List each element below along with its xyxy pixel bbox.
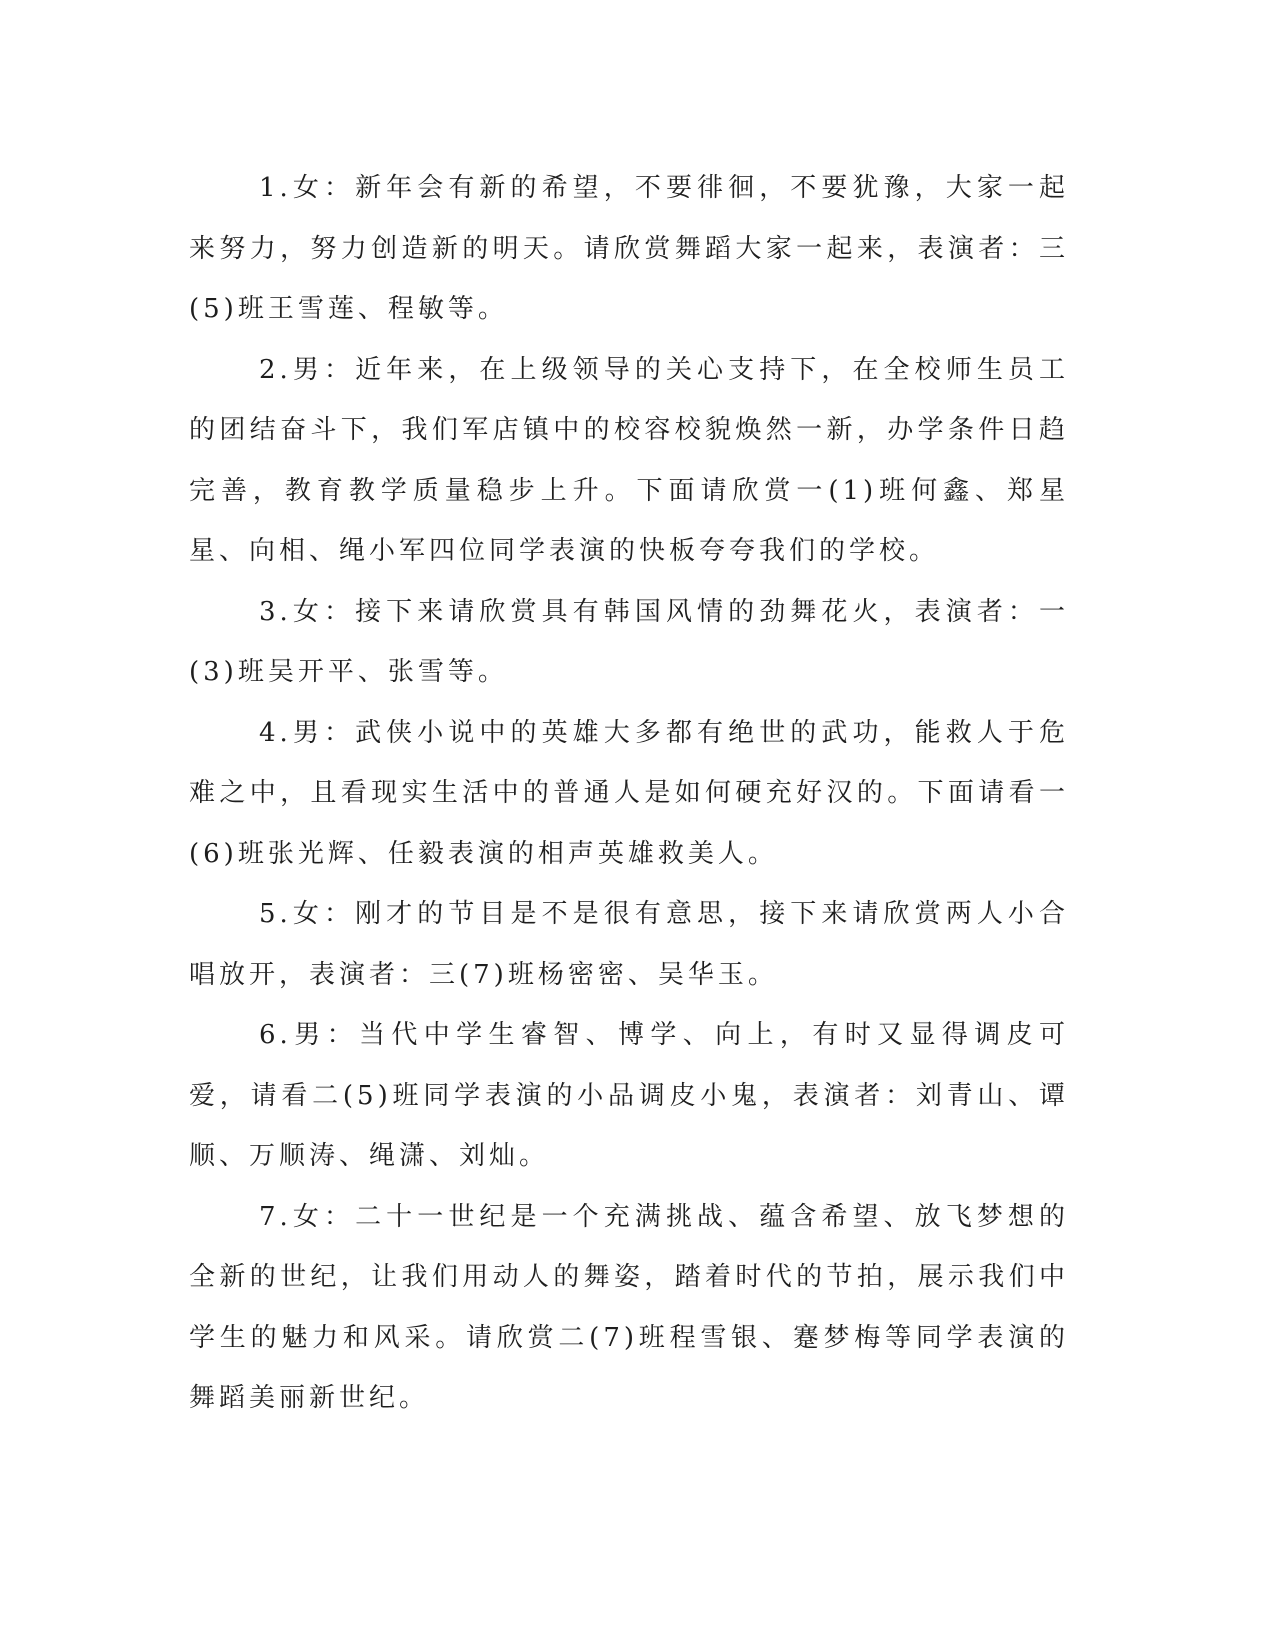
paragraph-3: 3.女：接下来请欣赏具有韩国风情的劲舞花火，表演者：一(3)班吴开平、张雪等。 <box>189 596 1069 687</box>
paragraph-2: 2.男：近年来，在上级领导的关心支持下，在全校师生员工的团结奋斗下，我们军店镇中的校容校貌焕然一新，办学条件日趋完善，教育教学质量稳步上升。下面请欣赏一(1)班何鑫、郑星星、向相、绳小军四位同学表演的快板夸夸我们的学校。 <box>189 354 1069 566</box>
paragraph-1: 1.女：新年会有新的希望，不要徘徊，不要犹豫，大家一起来努力，努力创造新的明天。请欣赏舞蹈大家一起来，表演者：三(5)班王雪莲、程敏等。 <box>189 173 1069 324</box>
paragraph-5: 5.女：刚才的节目是不是很有意思，接下来请欣赏两人小合唱放开，表演者：三(7)班杨密密、吴华玉。 <box>189 899 1069 990</box>
document-body <box>189 158 1069 1429</box>
paragraph-4: 4.男：武侠小说中的英雄大多都有绝世的武功，能救人于危难之中，且看现实生活中的普通人是如何硬充好汉的。下面请看一(6)班张光辉、任毅表演的相声英雄救美人。 <box>189 717 1069 869</box>
paragraph-7: 7.女：二十一世纪是一个充满挑战、蕴含希望、放飞梦想的全新的世纪，让我们用动人的舞姿，踏着时代的节拍，展示我们中学生的魅力和风采。请欣赏二(7)班程雪银、蹇梦梅等同学表演的舞蹈美丽新世纪。 <box>189 1201 1069 1413</box>
paragraph-6: 6.男：当代中学生睿智、博学、向上，有时又显得调皮可爱，请看二(5)班同学表演的小品调皮小鬼，表演者：刘青山、谭顺、万顺涛、绳潇、刘灿。 <box>189 1020 1069 1171</box>
